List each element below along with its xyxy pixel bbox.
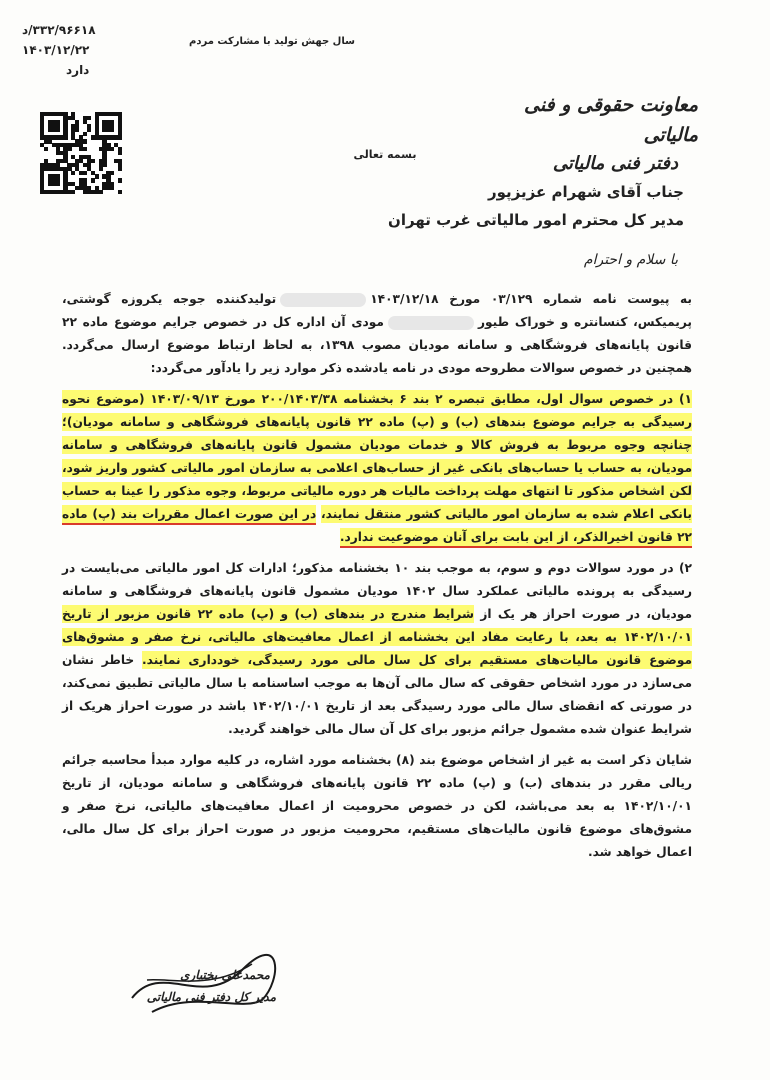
bismillah: بسمه تعالی (353, 148, 417, 161)
department-line-2: دفتر فنی مالیاتی (552, 153, 678, 174)
recipient-name: جناب آقای شهرام عزیزپور (488, 183, 684, 201)
recipient-block (264, 178, 684, 234)
paragraph-2-rest: خاطر نشان می‌سازد در مورد اشخاص حقوقی که سال مالی آن‌ها به موجب اساسنامه با سال مالیاتی تطبیق نمی‌کند، در صورتی که انقضای سال مالی مورد رسیدگی بعد از تاریخ ۱۴۰۲/۱۰/۰۱ باشد در صورت احراز هریک از شرایط عنوان شده مشمول جرائم مزبور برای کل آن سال مالی خواهند گردید. (62, 653, 692, 736)
intro-part-2: تولیدکننده جوجه یکروزه گوشتی، پریمیکس، کنسانتره و خوراک طیور (62, 292, 692, 329)
signature-block (92, 950, 292, 1030)
letter-meta (22, 20, 132, 80)
redacted-mark (388, 316, 474, 330)
paragraph-3: شایان ذکر است به غیر از اشخاص موضوع بند (۸) بخشنامه مورد اشاره، در کلیه موارد مبدأ محاسبه جرائم ریالی مقرر در بندهای (ب) و (پ) ماده ۲۲ قانون پایانه‌های فروشگاهی و سامانه مودیان، از تاریخ ۱۴۰۲/۱۰/۰۱ به بعد می‌باشد، لکن در خصوص محرومیت از اعمال معافیت‌های مالیاتی، نرخ صفر و مشوق‌های موضوع قانون مالیات‌های مستقیم، محرومیت مزبور در صورت احراز برای کل سال مالی، اعمال خواهد شد. (62, 753, 692, 859)
intro-paragraph (62, 288, 692, 380)
signatory-name: محمدعلی بختیاری (180, 968, 270, 982)
paragraph-1-underline: در این صورت اعمال مقررات بند (پ) ماده ۲۲ قانون اخیرالذکر، از این بابت برای آنان موضوعیت ندارد. (62, 505, 692, 548)
letter-attachment: دارد (66, 63, 90, 77)
letter-number: ۳۳۲/۹۶۶۱۸/د (22, 23, 96, 37)
redacted-mark (280, 293, 366, 307)
paragraph-1-highlight: ۱) در خصوص سوال اول، مطابق تبصره ۲ بند ۶ بخشنامه ۲۰۰/۱۴۰۳/۳۸ مورخ ۱۴۰۳/۰۹/۱۳ (موضوع نحوه رسیدگی به جرایم موضوع بندهای (ب) و (پ) ماده ۲۲ قانون پایانه‌های فروشگاهی و سامانه مودیان)؛ چنانچه وجوه مربوط به فروش کالا و خدمات مودیان مشمول قانون پایانه‌های فروشگاهی و سامانه مودیان، به حساب یا حساب‌های بانکی غیر از حساب‌های اعلامی به سازمان امور مالیاتی کشور واریز شود، لکن اشخاص مذکور تا انتهای مهلت پرداخت مالیات هر دوره مالیاتی مربوط، وجوه مذکور را عینا به حساب بانکی اعلام شده به سازمان امور مالیاتی کشور منتقل نمایند، (62, 392, 693, 521)
intro-part-1: به پیوست نامه شماره ۰۳/۱۲۹ مورخ ۱۴۰۳/۱۲/۱۸ (370, 292, 692, 306)
paragraph-1 (62, 388, 692, 549)
department-header (468, 90, 698, 178)
year-slogan: سال جهش تولید با مشارکت مردم (189, 36, 355, 47)
letter-date: ۱۴۰۳/۱۲/۲۲ (22, 43, 90, 57)
paragraph-2-highlight: شرایط مندرج در بندهای (ب) و (پ) ماده ۲۲ قانون مزبور از تاریخ ۱۴۰۲/۱۰/۰۱ به بعد، با رعایت مفاد این بخشنامه از اعمال معافیت‌های مالیاتی، نرخ صفر و مشوق‌های موضوع قانون مالیات‌های مستقیم برای کل سال مالی مورد رسیدگی، خودداری نمایند. (62, 607, 693, 667)
paragraph-2 (62, 557, 692, 741)
recipient-title: مدیر کل محترم امور مالیاتی غرب تهران (388, 211, 684, 229)
greeting: با سلام و احترام (583, 252, 678, 268)
qr-code-icon (40, 112, 122, 194)
paragraph-2-plain: ۲) در مورد سوالات دوم و سوم، به موجب بند ۱۰ بخشنامه مذکور؛ ادارات کل امور مالیاتی می‌بایست در رسیدگی به پرونده مالیاتی عملکرد سال ۱۴۰۲ مودیان مشمول قانون پایانه‌های فروشگاهی و سامانه مودیان، در صورت احراز هر یک از (62, 561, 692, 621)
intro-part-3: مودی آن اداره کل در خصوص جرایم موضوع ماده ۲۲ قانون پایانه‌های فروشگاهی و سامانه مودیان مصوب ۱۳۹۸، به لحاظ ارتباط موضوع ارسال می‌گردد. همچنین در خصوص سوالات مطروحه مودی در نامه یادشده ذکر موارد زیر را یادآور می‌گردد: (62, 315, 692, 375)
letter-body (62, 288, 692, 866)
signatory-title: مدیر کل دفتر فنی مالیاتی (146, 990, 276, 1004)
department-line-1: معاونت حقوقی و فنی مالیاتی (523, 94, 698, 146)
